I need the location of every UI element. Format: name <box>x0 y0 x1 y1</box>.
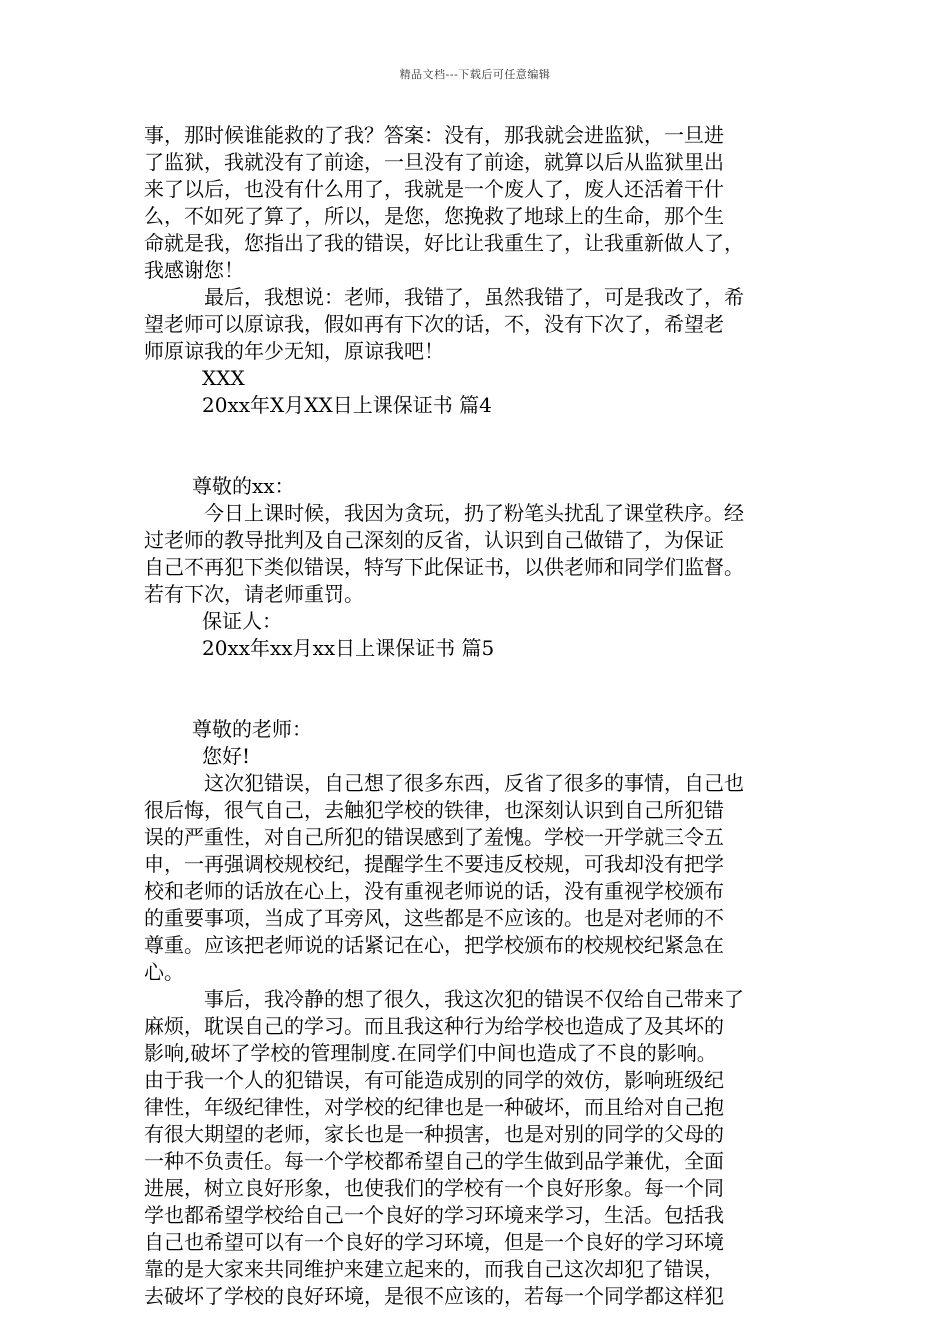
greeting: 您好! <box>202 744 251 768</box>
text-line: 今日上课时候，我因为贪玩，扔了粉笔头扰乱了课堂秩序。经 <box>204 501 744 525</box>
text-line: 学也都希望学校给自己一个良好的学习环境来学习，生活。包括我 <box>144 1203 724 1227</box>
text-line: 过老师的教导批判及自己深刻的反省，认识到自己做错了，为保证 <box>144 528 724 552</box>
text-line: 一种不负责任。每一个学校都希望自己的学生做到品学兼优，全面 <box>144 1149 724 1173</box>
text-line: 校和老师的话放在心上，没有重视老师说的话，没有重视学校颁布 <box>144 879 724 903</box>
text-line: 去破坏了学校的良好环境，是很不应该的，若每一个同学都这样犯 <box>144 1284 724 1308</box>
text-line: 命就是我，您指出了我的错误，好比让我重生了，让我重新做人了， <box>144 231 744 255</box>
paragraph <box>144 986 824 1310</box>
text-line: 么，不如死了算了，所以，是您，您挽救了地球上的生命，那个生 <box>144 204 724 228</box>
section-title: 20xx年X月XX日上课保证书 篇4 <box>202 393 492 417</box>
text-line: 事，那时候谁能救的了我？答案：没有，那我就会进监狱，一旦进 <box>144 123 724 147</box>
text-line: 这次犯错误，自己想了很多东西，反省了很多的事情，自己也 <box>204 771 744 795</box>
section-title: 20xx年xx月xx日上课保证书 篇5 <box>202 636 495 660</box>
signature: 保证人： <box>202 609 282 633</box>
text-line: 的重要事项，当成了耳旁风，这些都是不应该的。也是对老师的不 <box>144 906 724 930</box>
text-line: 自己也希望可以有一个良好的学习环境，但是一个良好的学习环境 <box>144 1230 724 1254</box>
document-body <box>144 122 824 1310</box>
text-line: 我感谢您！ <box>144 258 244 282</box>
signature: XXX <box>202 366 245 390</box>
text-line: 来了以后，也没有什么用了，我就是一个废人了，废人还活着干什 <box>144 177 724 201</box>
text-line: 误的严重性，对自己所犯的错误感到了羞愧。学校一开学就三令五 <box>144 825 724 849</box>
text-line: 由于我一个人的犯错误，有可能造成别的同学的效仿，影响班级纪 <box>144 1068 724 1092</box>
text-line: 靠的是大家来共同维护来建立起来的，而我自己这次却犯了错误， <box>144 1257 724 1281</box>
paragraph <box>144 122 824 284</box>
text-line: 了监狱，我就没有了前途，一旦没有了前途，就算以后从监狱里出 <box>144 150 724 174</box>
text-line: 很后悔，很气自己，去触犯学校的铁律，也深刻认识到自己所犯错 <box>144 798 724 822</box>
paragraph <box>144 770 824 986</box>
text-line: 律性，年级纪律性，对学校的纪律也是一种破坏，而且给对自己抱 <box>144 1095 724 1119</box>
text-line: 申，一再强调校规校纪，提醒学生不要违反校规，可我却没有把学 <box>144 852 724 876</box>
text-line: 有很大期望的老师，家长也是一种损害，也是对别的同学的父母的 <box>144 1122 724 1146</box>
text-line: 进展，树立良好形象，也使我们的学校有一个良好形象。每一个同 <box>144 1176 724 1200</box>
text-line: 麻烦，耽误自己的学习。而且我这种行为给学校也造成了及其坏的 <box>144 1014 724 1038</box>
page-header: 精品文档---下载后可任意编辑 <box>399 68 551 81</box>
text-line: 自己不再犯下类似错误，特写下此保证书，以供老师和同学们监督。 <box>144 555 744 579</box>
text-line: 最后，我想说：老师，我错了，虽然我错了，可是我改了，希 <box>204 285 744 309</box>
paragraph <box>144 284 824 365</box>
text-line: 师原谅我的年少无知，原谅我吧！ <box>144 339 444 363</box>
text-line: 影响,破坏了学校的管理制度.在同学们中间也造成了不良的影响。 <box>144 1041 717 1065</box>
text-line: 若有下次，请老师重罚。 <box>144 582 364 606</box>
text-line: 尊重。应该把老师说的话紧记在心，把学校颁布的校规校纪紧急在 <box>144 933 724 957</box>
salutation: 尊敬的老师： <box>192 717 312 741</box>
text-line: 事后，我冷静的想了很久，我这次犯的错误不仅给自己带来了 <box>204 987 744 1011</box>
salutation: 尊敬的xx： <box>192 474 295 498</box>
paragraph <box>144 500 824 608</box>
text-line: 心。 <box>144 960 184 984</box>
text-line: 望老师可以原谅我，假如再有下次的话，不，没有下次了，希望老 <box>144 312 724 336</box>
